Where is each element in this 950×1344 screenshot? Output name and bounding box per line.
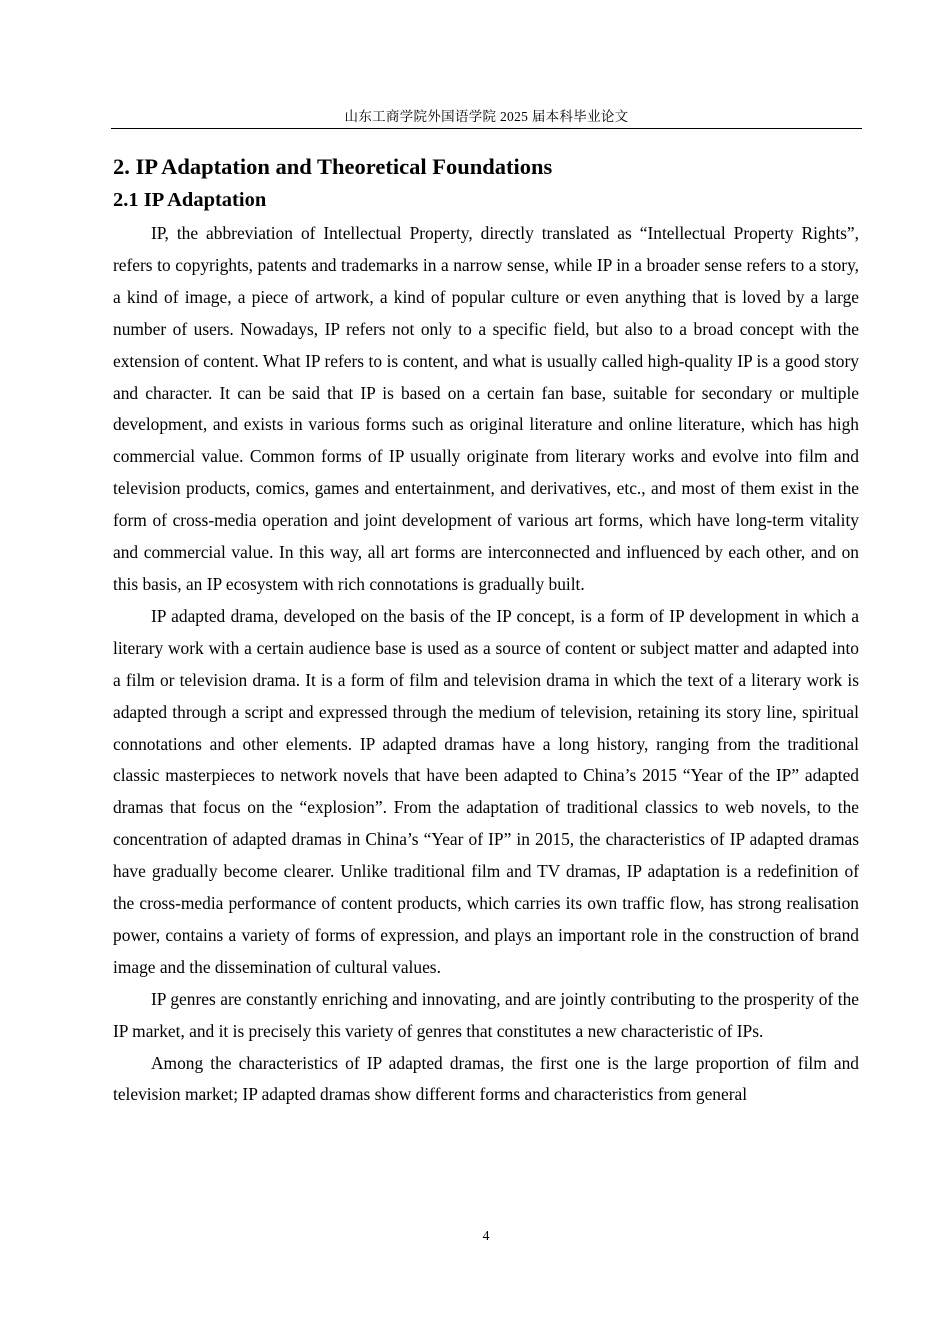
section-title: 2. IP Adaptation and Theoretical Foundations <box>113 154 553 179</box>
page-number: 4 <box>482 1228 490 1243</box>
subsection-title: 2.1 IP Adaptation <box>113 189 267 211</box>
page-body <box>113 150 859 1111</box>
paragraph-ip-definition: IP, the abbreviation of Intellectual Property, directly translated as “Intellectual Property Rights”, refers to copyrights, patents and trademarks in a narrow sense, while IP in a broader sense refers to a story, a kind of image, a piece of artwork, a kind of popular culture or even anything that is loved by a large number of users. Nowadays, IP refers not only to a specific field, but also to a broad concept with the extension of content. What IP refers to is content, and what is usually called high-quality IP is a good story and character. It can be said that IP is based on a certain fan base, suitable for secondary or multiple development, and exists in various forms such as original literature and online literature, which has high commercial value. Common forms of IP usually originate from literary works and evolve into film and television products, comics, games and entertainment, and derivatives, etc., and most of them exist in the form of cross-media operation and joint development of various art forms, which have long-term vitality and commercial value. In this way, all art forms are interconnected and influenced by each other, and on this basis, an IP ecosystem with rich connotations is gradually built. <box>113 223 859 594</box>
paragraph-ip-adapted-drama: IP adapted drama, developed on the basis of the IP concept, is a form of IP development in which a literary work with a certain audience base is used as a source of content or subject matter and adapted into a film or television drama. It is a form of film and television drama in which the text of a literary work is adapted through a script and expressed through the medium of television, retaining its story line, spiritual connotations and other elements. IP adapted dramas have a long history, ranging from the traditional classic masterpieces to network novels that have been adapted to China’s 2015 “Year of the IP” adapted dramas that focus on the “explosion”. From the adaptation of traditional classics to web novels, to the concentration of adapted dramas in China’s “Year of IP” in 2015, the characteristics of IP adapted dramas have gradually become clearer. Unlike traditional film and TV dramas, IP adaptation is a redefinition of the cross-media performance of content products, which carries its own traffic flow, has strong realisation power, contains a variety of forms of expression, and plays an important role in the construction of brand image and the dissemination of cultural values. <box>113 605 859 977</box>
header-divider <box>111 128 862 129</box>
paragraph-ip-genres: IP genres are constantly enriching and innovating, and are jointly contributing to the prosperity of the IP market, and it is precisely this variety of genres that constitutes a new characteristic of IPs. <box>113 988 859 1041</box>
paragraph-ip-characteristics: Among the characteristics of IP adapted dramas, the first one is the large proportion of film and television market; IP adapted dramas show different forms and characteristics from general <box>113 1052 859 1105</box>
running-header: 山东工商学院外国语学院 2025 届本科毕业论文 <box>344 109 629 124</box>
